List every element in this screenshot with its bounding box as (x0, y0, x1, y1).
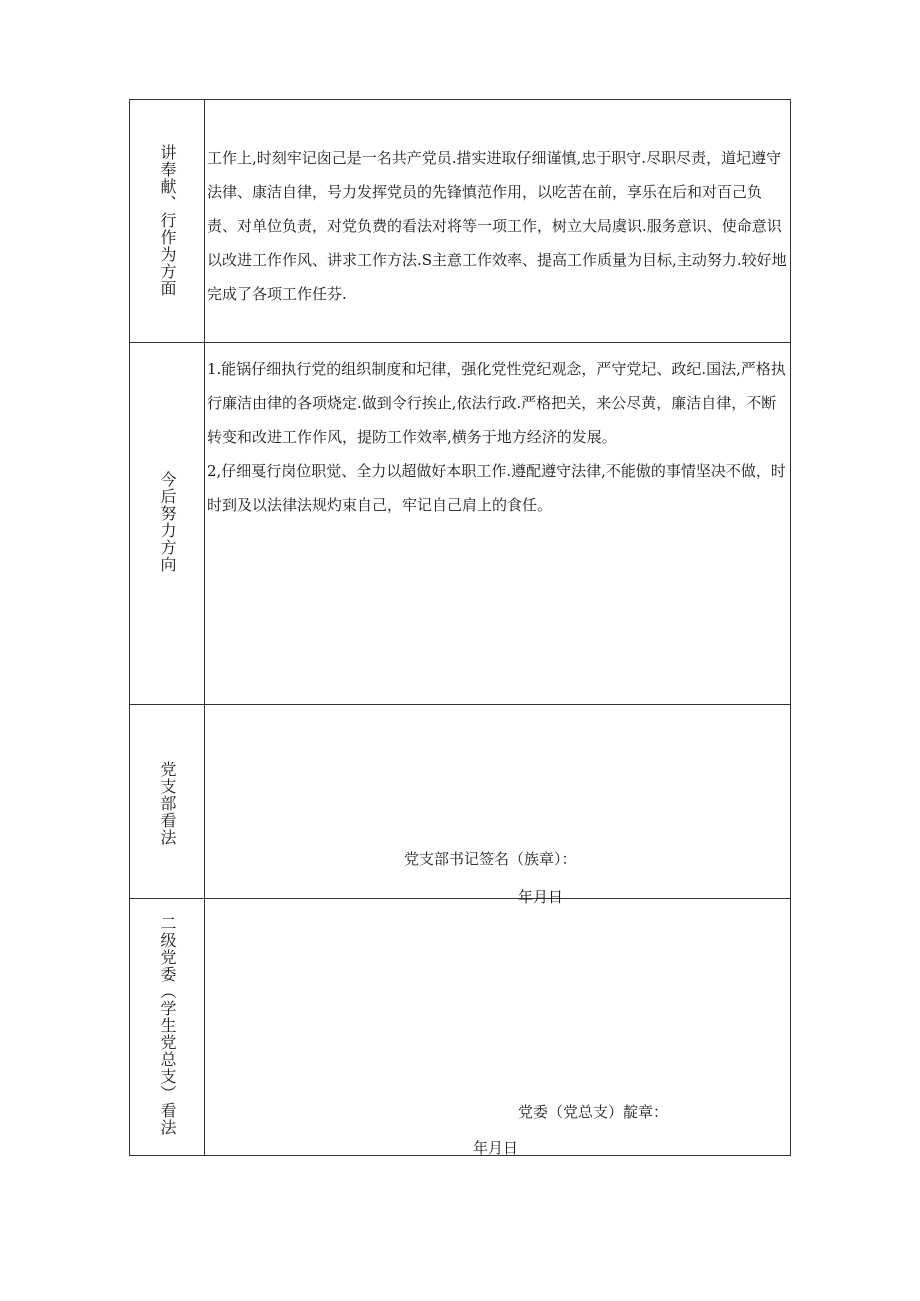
assessment-form-table (129, 99, 791, 1156)
row-label-cell (130, 705, 205, 898)
form-row-committee-opinion (130, 899, 790, 1155)
row-content-cell (205, 100, 790, 342)
row-label-branch-opinion: 党支部看法 (158, 761, 177, 846)
row-content-cell (205, 705, 790, 906)
branch-signature-label: 党支部书记签名（族章）： (404, 850, 577, 868)
contribution-paragraph: 工作上,时刻牢记囱己是一名共产党员.措实进取仔细谨慎,忠于职守.尽职尽责，道圮遵守法律、康洁自律，号力发挥党员的先锋慎范作用，以吃苦在前，享乐在后和对百己负责、对单位负责，对党负费的看法对将等一项工作，树立大局虞识.服务意识、使命意识以改进工作作风、讲求工作方法.S主意工作效率、提高工作质量为目标,主动努力.较好地完成了各项工作任芬. (207, 149, 787, 303)
direction-paragraph-2: 2,仔细戛行岗位职觉、全力以超做好本职工作.遵配遵守法律,不能傲的事情坚决不做，时时到及以法律法规灼束自己，牢记自己肩上的食任。 (207, 462, 786, 514)
row-label-cell (130, 343, 205, 704)
form-row-future-direction (130, 343, 790, 705)
row-label-contribution: 讲奉献、行作为方面 (158, 144, 177, 297)
row-content-cell (205, 899, 790, 1155)
branch-date-label: 年月日 (518, 888, 564, 906)
row-label-future-direction: 今后努力方向 (158, 471, 177, 573)
committee-date-label: 年月日 (473, 1139, 519, 1157)
row-label-cell (130, 100, 205, 342)
row-content-cell (205, 343, 790, 704)
form-row-branch-opinion (130, 705, 790, 906)
row-label-committee-opinion: 二级党委（学生党总支）看法 (158, 915, 177, 1136)
direction-paragraph-1: 1.能锅仔细执行党的组织制度和圮律，强化党性党纪观念，严守党圮、政纪.国法,严格执行廉洁由律的各项烧定.做到令行挨止,依法行政.严格把关，来公尽黄，廉洁自律，不断转变和改进工作作风，提防工作效率,横务于地方经济的发展。 (207, 360, 786, 446)
row-label-cell (130, 899, 205, 1155)
form-row-contribution (130, 100, 790, 343)
committee-seal-label: 党委（党总支）靛章： (518, 1103, 669, 1121)
